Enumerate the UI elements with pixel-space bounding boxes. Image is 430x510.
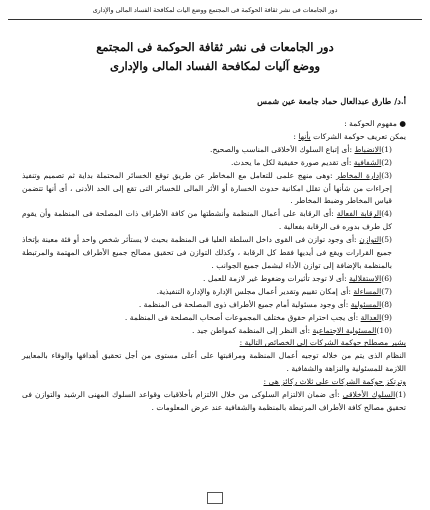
title-line-2: ووضع آليات لمكافحة الفساد المالى والإدارى bbox=[109, 59, 321, 73]
title-line-1: دور الجامعات فى نشر ثقافة الحوكمة فى المجتمع bbox=[96, 40, 334, 54]
term-heading: يشير مصطلح حوكمة الشركات إلى الخصائص التالية : bbox=[239, 338, 406, 348]
definition-item: (3)إدارة المخاطر :وهى منهج علمى للتعامل مع المخاطر عن طريق توقع الخسائر المحتملة بداية ثم تصميم وتنفيذ إجراءات من شأنها أن تقلل امكانية حدوث الخسارة أو الأثر المالى للخسائر التى تقع إلى الحد الأدنى ، أى أنها تتضمن قياس المخاطر وضبط المخاطر . bbox=[22, 170, 392, 206]
definition-item: (10)المسئولية الاجتماعية :أى النظر إلى المنظمة كمواطن جيد . bbox=[192, 325, 392, 335]
term-paragraph: النظام الذى يتم من خلاله توجيه أعمال المنظمة ومراقبتها على أعلى مستوى من أجل تحقيق أهدافها والوفاء بالمعايير اللازمة للمسئولية والنزاهة والشفافية . bbox=[22, 351, 406, 374]
bullet-icon: ● bbox=[399, 119, 406, 128]
definition-item: (7)المساءلة :أى إمكان تقييم وتقدير أعمال مجلس الإدارة والإدارة التنفيذية. bbox=[156, 286, 392, 296]
definitions-intro: يمكن تعريف حوكمة الشركات بأنها : bbox=[293, 131, 406, 141]
definition-item: (6)الاستقلالية :أى لا توجد تأثيرات وضغوط غير لازمة للعمل . bbox=[203, 273, 392, 283]
body-text bbox=[22, 118, 406, 415]
header-rule bbox=[8, 19, 422, 20]
definition-item: (9)العدالة :أى يجب احترام حقوق مختلف المجموعات أصحاب المصلحة فى المنظمة . bbox=[124, 312, 392, 322]
definitions-list bbox=[22, 144, 406, 338]
definition-item: (1)الانضباط :أى إتباع السلوك الأخلاقى المناسب والصحيح. bbox=[210, 144, 392, 154]
definition-item: (5)التوازن :أى وجود توازن فى القوى داخل السلطة العليا فى المنظمة بحيث لا يستأثر شخص واحد أو فئة معينة بإتخاذ جميع القرارات ويقع فى أيديها فقط كل الرقابة ، وكذلك التوازن فى تحقيق مصالح جميع الأطراف المهتمة والمرتبطة بالمنظمة بالإضافة إلى توازن الأداء ليشمل جميع الجوانب . bbox=[22, 235, 392, 270]
concept-heading: ● مفهوم الحوكمة : bbox=[344, 119, 406, 128]
definition-item: (2)الشفافية :أى تقديم صورة حقيقية لكل ما يحدث. bbox=[230, 157, 392, 167]
pillars-heading: وترتكز حوكمة الشركات على ثلاث ركائز هى : bbox=[263, 377, 406, 387]
running-header: دور الجامعات فى نشر ثقافة الحوكمة فى المجتمع ووضع آليات لمكافحة الفساد المالى والإدارى bbox=[92, 7, 338, 14]
pillar-item: (1)السلوك الأخلاقى :أى ضمان الالتزام السلوكى من خلال الالتزام بأخلاقيات وقواعد السلوك المهنى الرشيد والتوازن فى تحقيق مصالح كافة الأطراف المرتبطة بالمنظمة والشفافية عند عرض المعلومات . bbox=[22, 390, 407, 412]
definition-item: (4)الرقابة الفعالة :أى الرقابة على أعمال المنظمة وأنشطتها من كافة الأطراف ذات المصلحة فى المنظمة وأن يقوم كل طرف بدوره فى الرقابة بفعالية . bbox=[22, 209, 392, 232]
page-number-box bbox=[207, 492, 223, 504]
author-line: أ.د/ طارق عبدالعال حماد جامعة عين شمس bbox=[257, 96, 406, 106]
definition-item: (8)المسئولية :أى وجود مسئولية أمام جميع الأطراف ذوى المصلحة فى المنظمة . bbox=[138, 299, 392, 309]
